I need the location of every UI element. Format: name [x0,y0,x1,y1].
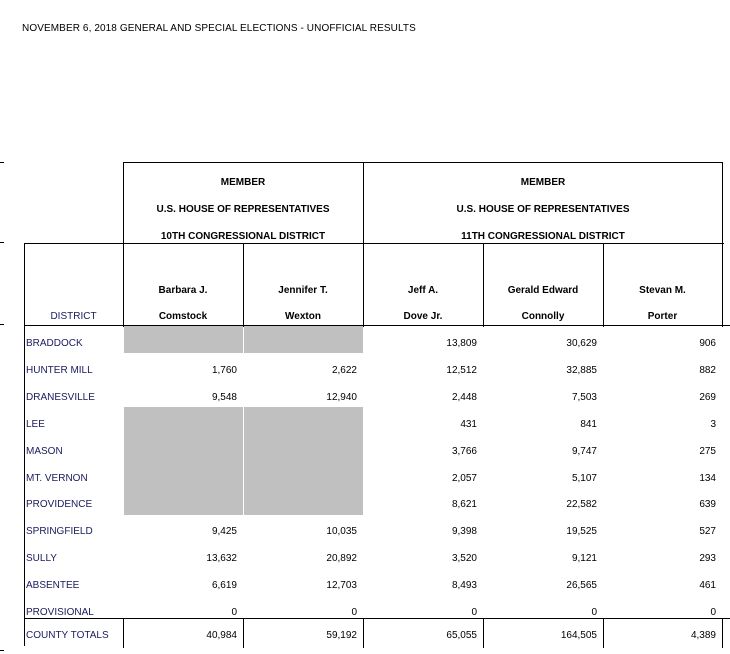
candidate-last-name: Dove Jr. [403,311,443,322]
vote-count: 1,760 [211,364,237,376]
candidate-first-name: Stevan M. [639,285,686,296]
office-header-top-border [123,162,723,163]
vote-count: 30,629 [566,338,597,349]
office-title-line: 10TH CONGRESSIONAL DISTRICT [160,231,326,242]
vote-count: 2,057 [451,472,477,484]
total-vote-count: 65,055 [446,629,477,641]
shaded-cell [244,407,363,434]
vote-count: 12,703 [326,580,357,592]
candidate-first-name: Jeff A. [407,285,439,296]
vote-count: 527 [699,526,716,538]
office-title-line: U.S. HOUSE OF REPRESENTATIVES [156,204,330,215]
totals-top-border [24,618,730,619]
vote-count: 0 [471,607,477,618]
vote-count: 12,512 [446,364,477,376]
district-name: SULLY [26,553,57,565]
vote-count: 269 [699,391,716,403]
vote-count: 2,622 [331,364,357,376]
vote-count: 841 [580,418,597,430]
vote-count: 275 [699,445,716,457]
vote-count: 13,809 [446,338,477,349]
shaded-cell [244,326,363,353]
office-title-line: MEMBER [220,177,266,188]
vote-count: 3 [710,418,716,430]
vote-count: 10,035 [326,526,357,538]
vote-count: 22,582 [566,499,597,511]
totals-column-divider [243,618,244,648]
vote-count: 5,107 [571,472,597,484]
vote-count: 8,621 [451,499,477,511]
total-vote-count: 59,192 [326,629,357,641]
table-left-border [24,243,25,646]
shaded-cell [124,407,243,434]
totals-column-divider [483,618,484,648]
candidate-first-name: Barbara J. [158,285,208,296]
district-column-header: DISTRICT [50,311,97,322]
vote-count: 3,766 [451,445,477,457]
totals-column-divider [603,618,604,648]
total-vote-count: 164,505 [560,629,597,641]
vote-count: 639 [699,499,716,511]
vote-count: 882 [699,364,716,376]
district-name: BRADDOCK [26,338,83,349]
candidate-last-name: Wexton [285,311,321,322]
shaded-cell [124,434,243,461]
vote-count: 134 [699,472,716,484]
vote-count: 6,619 [211,580,237,592]
candidate-last-name: Comstock [158,311,208,322]
district-name: PROVISIONAL [26,607,94,618]
district-name: PROVIDENCE [26,499,93,511]
shaded-cell [244,461,363,488]
vote-count: 906 [699,338,716,349]
vote-count: 12,940 [326,391,357,403]
office-title-line: U.S. HOUSE OF REPRESENTATIVES [456,204,630,215]
vote-count: 13,632 [206,553,237,565]
table-right-border [722,243,723,327]
vote-count: 461 [699,580,716,592]
district-name: SPRINGFIELD [26,526,93,538]
total-vote-count: 4,389 [690,629,716,641]
district-name: MT. VERNON [26,472,88,484]
vote-count: 8,493 [451,580,477,592]
vote-count: 19,525 [566,526,597,538]
vote-count: 0 [591,607,597,618]
vote-count: 9,425 [211,526,237,538]
vote-count: 7,503 [571,391,597,403]
district-name: MASON [26,445,63,457]
vote-count: 26,565 [566,580,597,592]
vote-count: 9,398 [451,526,477,538]
totals-column-divider [363,618,364,648]
vote-count: 9,121 [571,553,597,565]
office-title-line: 11TH CONGRESSIONAL DISTRICT [461,231,625,242]
office-title-line: MEMBER [520,177,566,188]
report-title: NOVEMBER 6, 2018 GENERAL AND SPECIAL ELECTIONS - UNOFFICIAL RESULTS [22,23,416,34]
vote-count: 32,885 [566,364,597,376]
vote-count: 9,747 [571,445,597,457]
vote-count: 431 [460,418,477,430]
office-header-bottom-border [24,243,724,244]
totals-label: COUNTY TOTALS [26,629,109,641]
total-vote-count: 40,984 [206,629,237,641]
vote-count: 293 [699,553,716,565]
vote-count: 0 [710,607,716,618]
candidate-first-name: Gerald Edward [507,285,579,296]
margin-tick [0,162,4,163]
margin-tick [0,242,4,243]
vote-count: 3,520 [451,553,477,565]
vote-count: 0 [231,607,237,618]
shaded-cell [124,326,243,353]
candidate-first-name: Jennifer T. [278,285,328,296]
district-name: ABSENTEE [26,580,80,592]
margin-tick [0,650,4,651]
shaded-cell [124,461,243,488]
vote-count: 20,892 [326,553,357,565]
shaded-cell [124,487,243,514]
shaded-cell [244,434,363,461]
district-name: DRANESVILLE [26,391,95,403]
vote-count: 0 [351,607,357,618]
district-name: HUNTER MILL [26,364,93,376]
vote-count: 2,448 [451,391,477,403]
margin-tick [0,324,4,325]
candidate-last-name: Porter [647,311,678,322]
totals-column-divider [722,618,723,648]
candidate-last-name: Connolly [521,311,565,322]
shaded-cell [244,487,363,514]
vote-count: 9,548 [211,391,237,403]
district-name: LEE [26,418,45,430]
totals-column-divider [123,618,124,648]
